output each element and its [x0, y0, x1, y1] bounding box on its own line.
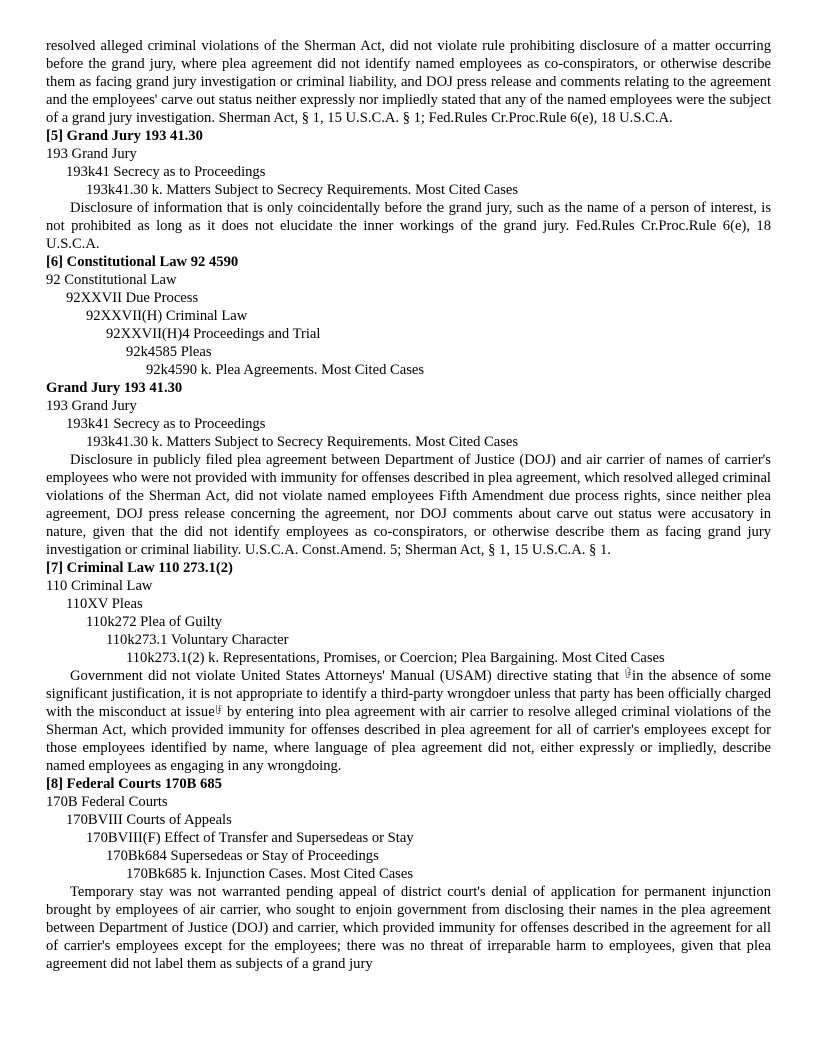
key-number-line: 92XXVII(H)4 Proceedings and Trial: [106, 326, 321, 342]
key-number-line: 193 Grand Jury: [46, 398, 137, 414]
headnote-6: [46, 253, 771, 559]
key-number-line: 170BVIII Courts of Appeals: [66, 812, 232, 828]
key-number-line: 193k41 Secrecy as to Proceedings: [66, 164, 266, 180]
headnote-heading: [6] Constitutional Law 92 4590: [46, 254, 239, 270]
headnote-heading: [5] Grand Jury 193 41.30: [46, 128, 203, 144]
text-segment: Government did not violate United States Attorneys' Manual (USAM) directive stating that: [70, 668, 625, 684]
headnote-8: [46, 775, 771, 973]
headnote-text: [46, 667, 771, 775]
key-number-line: 170Bk685 k. Injunction Cases. Most Cited Cases: [126, 866, 414, 882]
key-number-line: 193 Grand Jury: [46, 146, 137, 162]
text-segment: by entering into plea agreement with air carrier to resolve alleged criminal violations of the Sherman Act, which provided immunity for offenses described in plea agreement for all of carrier's employees except for those employees identified by name, where language of plea agreement did not, either expressly or impliedly, describe named employees as engaging in any wrongdoing.: [46, 704, 772, 774]
key-number-line: 170B Federal Courts: [46, 794, 168, 810]
key-number-line: 92XXVII Due Process: [66, 290, 199, 306]
key-number-line: 193k41.30 k. Matters Subject to Secrecy Requirements. Most Cited Cases: [86, 434, 519, 450]
key-number-line: 170Bk684 Supersedeas or Stay of Proceedings: [106, 848, 379, 864]
open-quote-glyph: ꀰ: [624, 670, 633, 681]
continuation-paragraph: resolved alleged criminal violations of the Sherman Act, did not violate rule prohibiting disclosure of a matter occurring before the grand jury, where plea agreement did not identify named employees as co-conspirators, or otherwise describe them as facing grand jury investigation or criminal liability, and DOJ press release and comments relating to the agreement and the employees' carve out status neither expressly nor impliedly stated that any of the named employees were the subject of a grand jury investigation. Sherman Act, § 1, 15 U.S.C.A. § 1; Fed.Rules Cr.Proc.Rule 6(e), 18 U.S.C.A.: [46, 38, 771, 126]
key-number-line: 92XXVII(H) Criminal Law: [86, 308, 248, 324]
key-number-line: 110k273.1 Voluntary Character: [106, 632, 289, 648]
key-number-line: 92 Constitutional Law: [46, 272, 177, 288]
key-number-line: 193k41 Secrecy as to Proceedings: [66, 416, 266, 432]
key-number-line: 110k272 Plea of Guilty: [86, 614, 223, 630]
key-number-line: 193k41.30 k. Matters Subject to Secrecy Requirements. Most Cited Cases: [86, 182, 519, 198]
text-segment: in the absence of some significant justification, it is not appropriate to identify a third-party wrongdoer unless that party has been officially charged with the misconduct at issue: [46, 668, 771, 720]
key-number-line: 92k4585 Pleas: [126, 344, 212, 360]
document-page: [46, 37, 771, 973]
key-number-line: 92k4590 k. Plea Agreements. Most Cited Cases: [146, 362, 425, 378]
headnote-text: Temporary stay was not warranted pending appeal of district court's denial of application for permanent injunction brought by employees of air carrier, who sought to enjoin government from disclosing their names in the plea agreement between Department of Justice (DOJ) and carrier, which provided immunity for offenses described in the agreement for all of carrier's employees except for the employees; there was no threat of irreparable harm to employees, given that plea agreement did not label them as subjects of a grand jury: [46, 884, 771, 972]
key-number-line: 110k273.1(2) k. Representations, Promises, or Coercion; Plea Bargaining. Most Cited Cases: [126, 650, 665, 666]
headnote-heading: [8] Federal Courts 170B 685: [46, 776, 222, 792]
headnote-heading: [7] Criminal Law 110 273.1(2): [46, 560, 233, 576]
headnote-text: Disclosure of information that is only coincidentally before the grand jury, such as the name of a person of interest, is not prohibited as long as it does not elucidate the inner workings of the grand jury. Fed.Rules Cr.Proc.Rule 6(e), 18 U.S.C.A.: [46, 200, 771, 252]
key-number-line: 110 Criminal Law: [46, 578, 153, 594]
headnote-7: [46, 559, 771, 775]
headnote-text: Disclosure in publicly filed plea agreement between Department of Justice (DOJ) and air carrier of names of carrier's employees who were not provided with immunity for offenses described in plea agreement, which resolved alleged criminal violations of the Sherman Act, did not violate named employees Fifth Amendment due process rights, since neither plea agreement, DOJ press release concerning the agreement, nor DOJ comments about carve out status were accusatory in nature, given that the did not identify employees as co-conspirators, or otherwise describe them as facing grand jury investigation or criminal liability. U.S.C.A. Const.Amend. 5; Sherman Act, § 1, 15 U.S.C.A. § 1.: [46, 452, 771, 558]
headnote-5: [46, 127, 771, 253]
key-number-line: 110XV Pleas: [66, 596, 143, 612]
key-number-line: 170BVIII(F) Effect of Transfer and Supersedeas or Stay: [86, 830, 414, 846]
headnote-heading-secondary: Grand Jury 193 41.30: [46, 380, 183, 396]
close-quote-glyph: ꀱ: [214, 706, 223, 717]
